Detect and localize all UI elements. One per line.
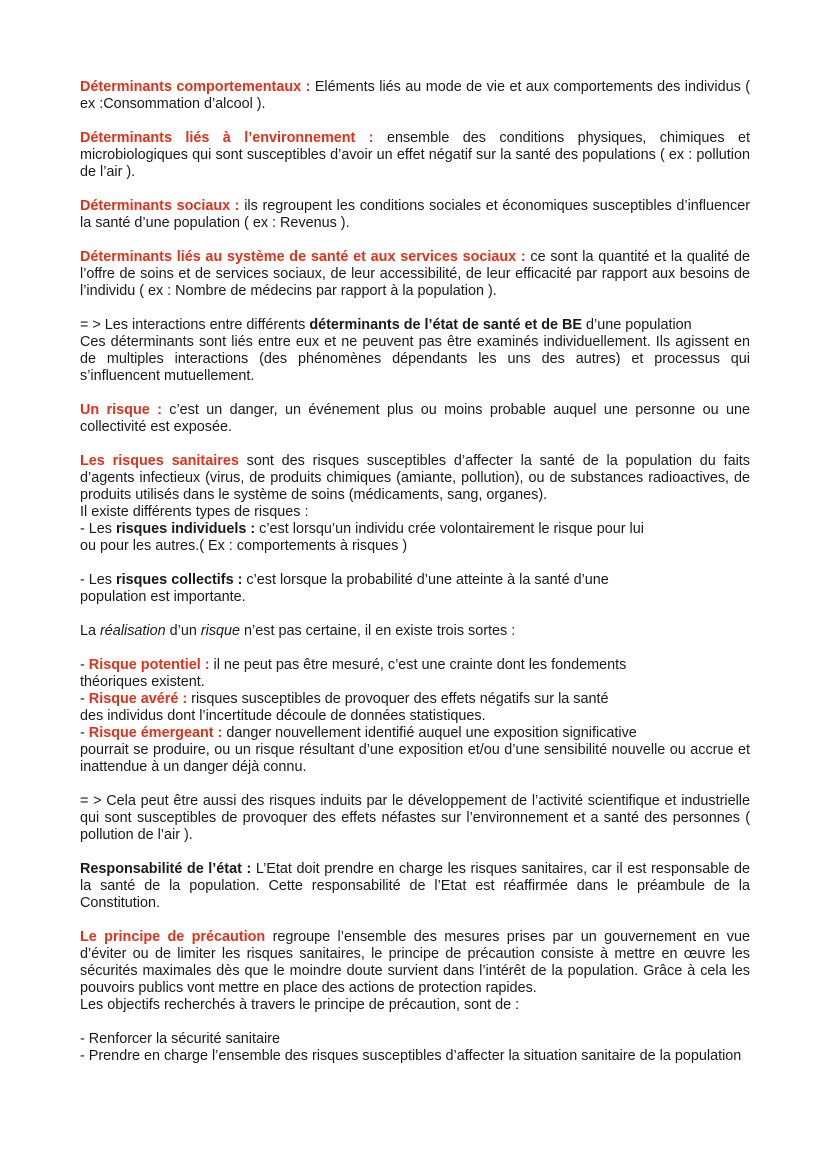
list-item: - Prendre en charge l’ensemble des risques susceptibles d’affecter la situation sanitaire de la population	[80, 1048, 742, 1064]
term-collective-risks: risques collectifs :	[116, 572, 243, 588]
interactions-text: Ces déterminants sont liés entre eux et ne peuvent pas être examinés individuellement. Ils agissent en de multiples interactions (des phénomènes dépendants les uns des autres) et processus qui s’influencent mutuellement.	[80, 334, 750, 384]
term-environment-determinants: Déterminants liés à l’environnement :	[80, 130, 374, 146]
term-social-determinants: Déterminants sociaux :	[80, 198, 240, 214]
paragraph-precaution-principle: Le principe de précaution regroupe l’ensemble des mesures prises par un gouvernement en vue d’éviter ou de limiter les risques sanitaires, le principe de précaution consiste à mettre en œuvre les sécurités maximales dès que le moindre doute survient dans l’intérêt de la population. Grâce à cela les pouvoirs publics vont mettre en place des actions de protection rapides. Les objectifs recherchés à travers le principe de précaution, sont de :	[80, 929, 750, 1013]
list-item: - Renforcer la sécurité sanitaire	[80, 1031, 280, 1047]
term-risk: Un risque :	[80, 402, 162, 418]
paragraph-state-responsibility: Responsabilité de l’état : L’Etat doit prendre en charge les risques sanitaires, car il est responsable de la santé de la population. Cette responsabilité de l’Etat est réaffirmée dans le préambule de la Constitution.	[80, 861, 750, 911]
term-proven-risk: Risque avéré :	[88, 691, 188, 707]
paragraph-risk-definition	[80, 402, 750, 436]
emerging-risk-line: - Risque émergeant : danger nouvellement identifié auquel une exposition significative	[80, 725, 637, 741]
paragraph-risk-realisation: La réalisation d’un risque n’est pas certaine, il en existe trois sortes :	[80, 623, 516, 639]
term-potential-risk: Risque potentiel :	[88, 657, 210, 673]
paragraph-environment-determinants	[80, 130, 750, 181]
paragraph-health-system-determinants	[80, 249, 750, 300]
paragraph-behavioral-determinants	[80, 79, 750, 113]
term-health-system-determinants: Déterminants liés au système de santé et aux services sociaux :	[80, 249, 526, 265]
paragraph-collective-risks: - Les risques collectifs : c’est lorsque la probabilité d’une atteinte à la santé d’une population est importante.	[80, 572, 609, 605]
paragraph-risk-kinds: - Risque potentiel : il ne peut pas être mesuré, c’est une crainte dont les fondements théoriques existent. - Risque avéré : risques susceptibles de provoquer des effets négatifs sur la santé des individus dont l’incertitude découle de données statistiques. - Risque émergeant : danger nouvellement identifié auquel une exposition significative pourrait se produire, ou un risque résultant d’une exposition et/ou d’une sensibilité nouvelle ou accrue et inattendue à un danger déjà connu.	[80, 657, 750, 775]
document-body	[80, 79, 750, 1065]
bold-health-determinants: déterminants de l’état de santé et de BE	[309, 317, 583, 333]
individual-risks-line: - Les risques individuels : c’est lorsqu’un individu crée volontairement le risque pour lui	[80, 521, 644, 537]
paragraph-interactions	[80, 317, 750, 385]
paragraph-induced-risks: = > Cela peut être aussi des risques induits par le développement de l’activité scientifique et industrielle qui sont susceptibles de provoquer des effets néfastes sur l’environnement et a santé des personnes ( pollution de l’air ).	[80, 793, 750, 843]
term-precaution-principle: Le principe de précaution	[80, 929, 266, 945]
term-behavioral-determinants: Déterminants comportementaux :	[80, 79, 311, 95]
risk-types-intro: Il existe différents types de risques :	[80, 504, 309, 520]
term-health-risks: Les risques sanitaires	[80, 453, 239, 469]
term-state-responsibility: Responsabilité de l’état :	[80, 861, 252, 877]
paragraph-social-determinants	[80, 198, 750, 232]
objectives-list	[80, 1031, 750, 1065]
definition-text: ils regroupent les conditions sociales et économiques susceptibles d’influencer la santé d’une population ( ex : Revenus ).	[80, 198, 750, 231]
proven-risk-line: - Risque avéré : risques susceptibles de provoquer des effets négatifs sur la santé	[80, 691, 609, 707]
definition-text: ce sont la quantité et la qualité de l’offre de soins et de services sociaux, de leur accessibilité, de leur efficacité par rapport aux besoins de l’individu ( ex : Nombre de médecins par rapport à la population ).	[80, 249, 750, 299]
interactions-line: = > Les interactions entre différents déterminants de l’état de santé et de BE d’une population	[80, 317, 692, 333]
definition-text: Eléments liés au mode de vie et aux comportements des individus ( ex :Consommation d’alcool ).	[80, 79, 751, 112]
paragraph-health-risks	[80, 453, 750, 555]
objectives-intro: Les objectifs recherchés à travers le principe de précaution, sont de :	[80, 997, 520, 1013]
term-emerging-risk: Risque émergeant :	[88, 725, 223, 741]
term-individual-risks: risques individuels :	[116, 521, 256, 537]
definition-text: c’est un danger, un événement plus ou moins probable auquel une personne ou une collectivité est exposée.	[80, 402, 750, 435]
definition-text: ensemble des conditions physiques, chimiques et microbiologiques qui sont susceptibles d’avoir un effet négatif sur la santé des populations ( ex : pollution de l’air ).	[80, 130, 751, 180]
health-risks-definition: Les risques sanitaires sont des risques susceptibles d’affecter la santé de la population du faits d’agents infectieux (virus, de produits chimiques (amiante, pollution), ou de substances radioactives, de produits utilisés dans le système de soins (médicaments, sang, organes).	[80, 453, 750, 503]
potential-risk-line: - Risque potentiel : il ne peut pas être mesuré, c’est une crainte dont les fondements	[80, 657, 627, 673]
individual-risks-line-2: ou pour les autres.( Ex : comportements à risques )	[80, 538, 408, 554]
